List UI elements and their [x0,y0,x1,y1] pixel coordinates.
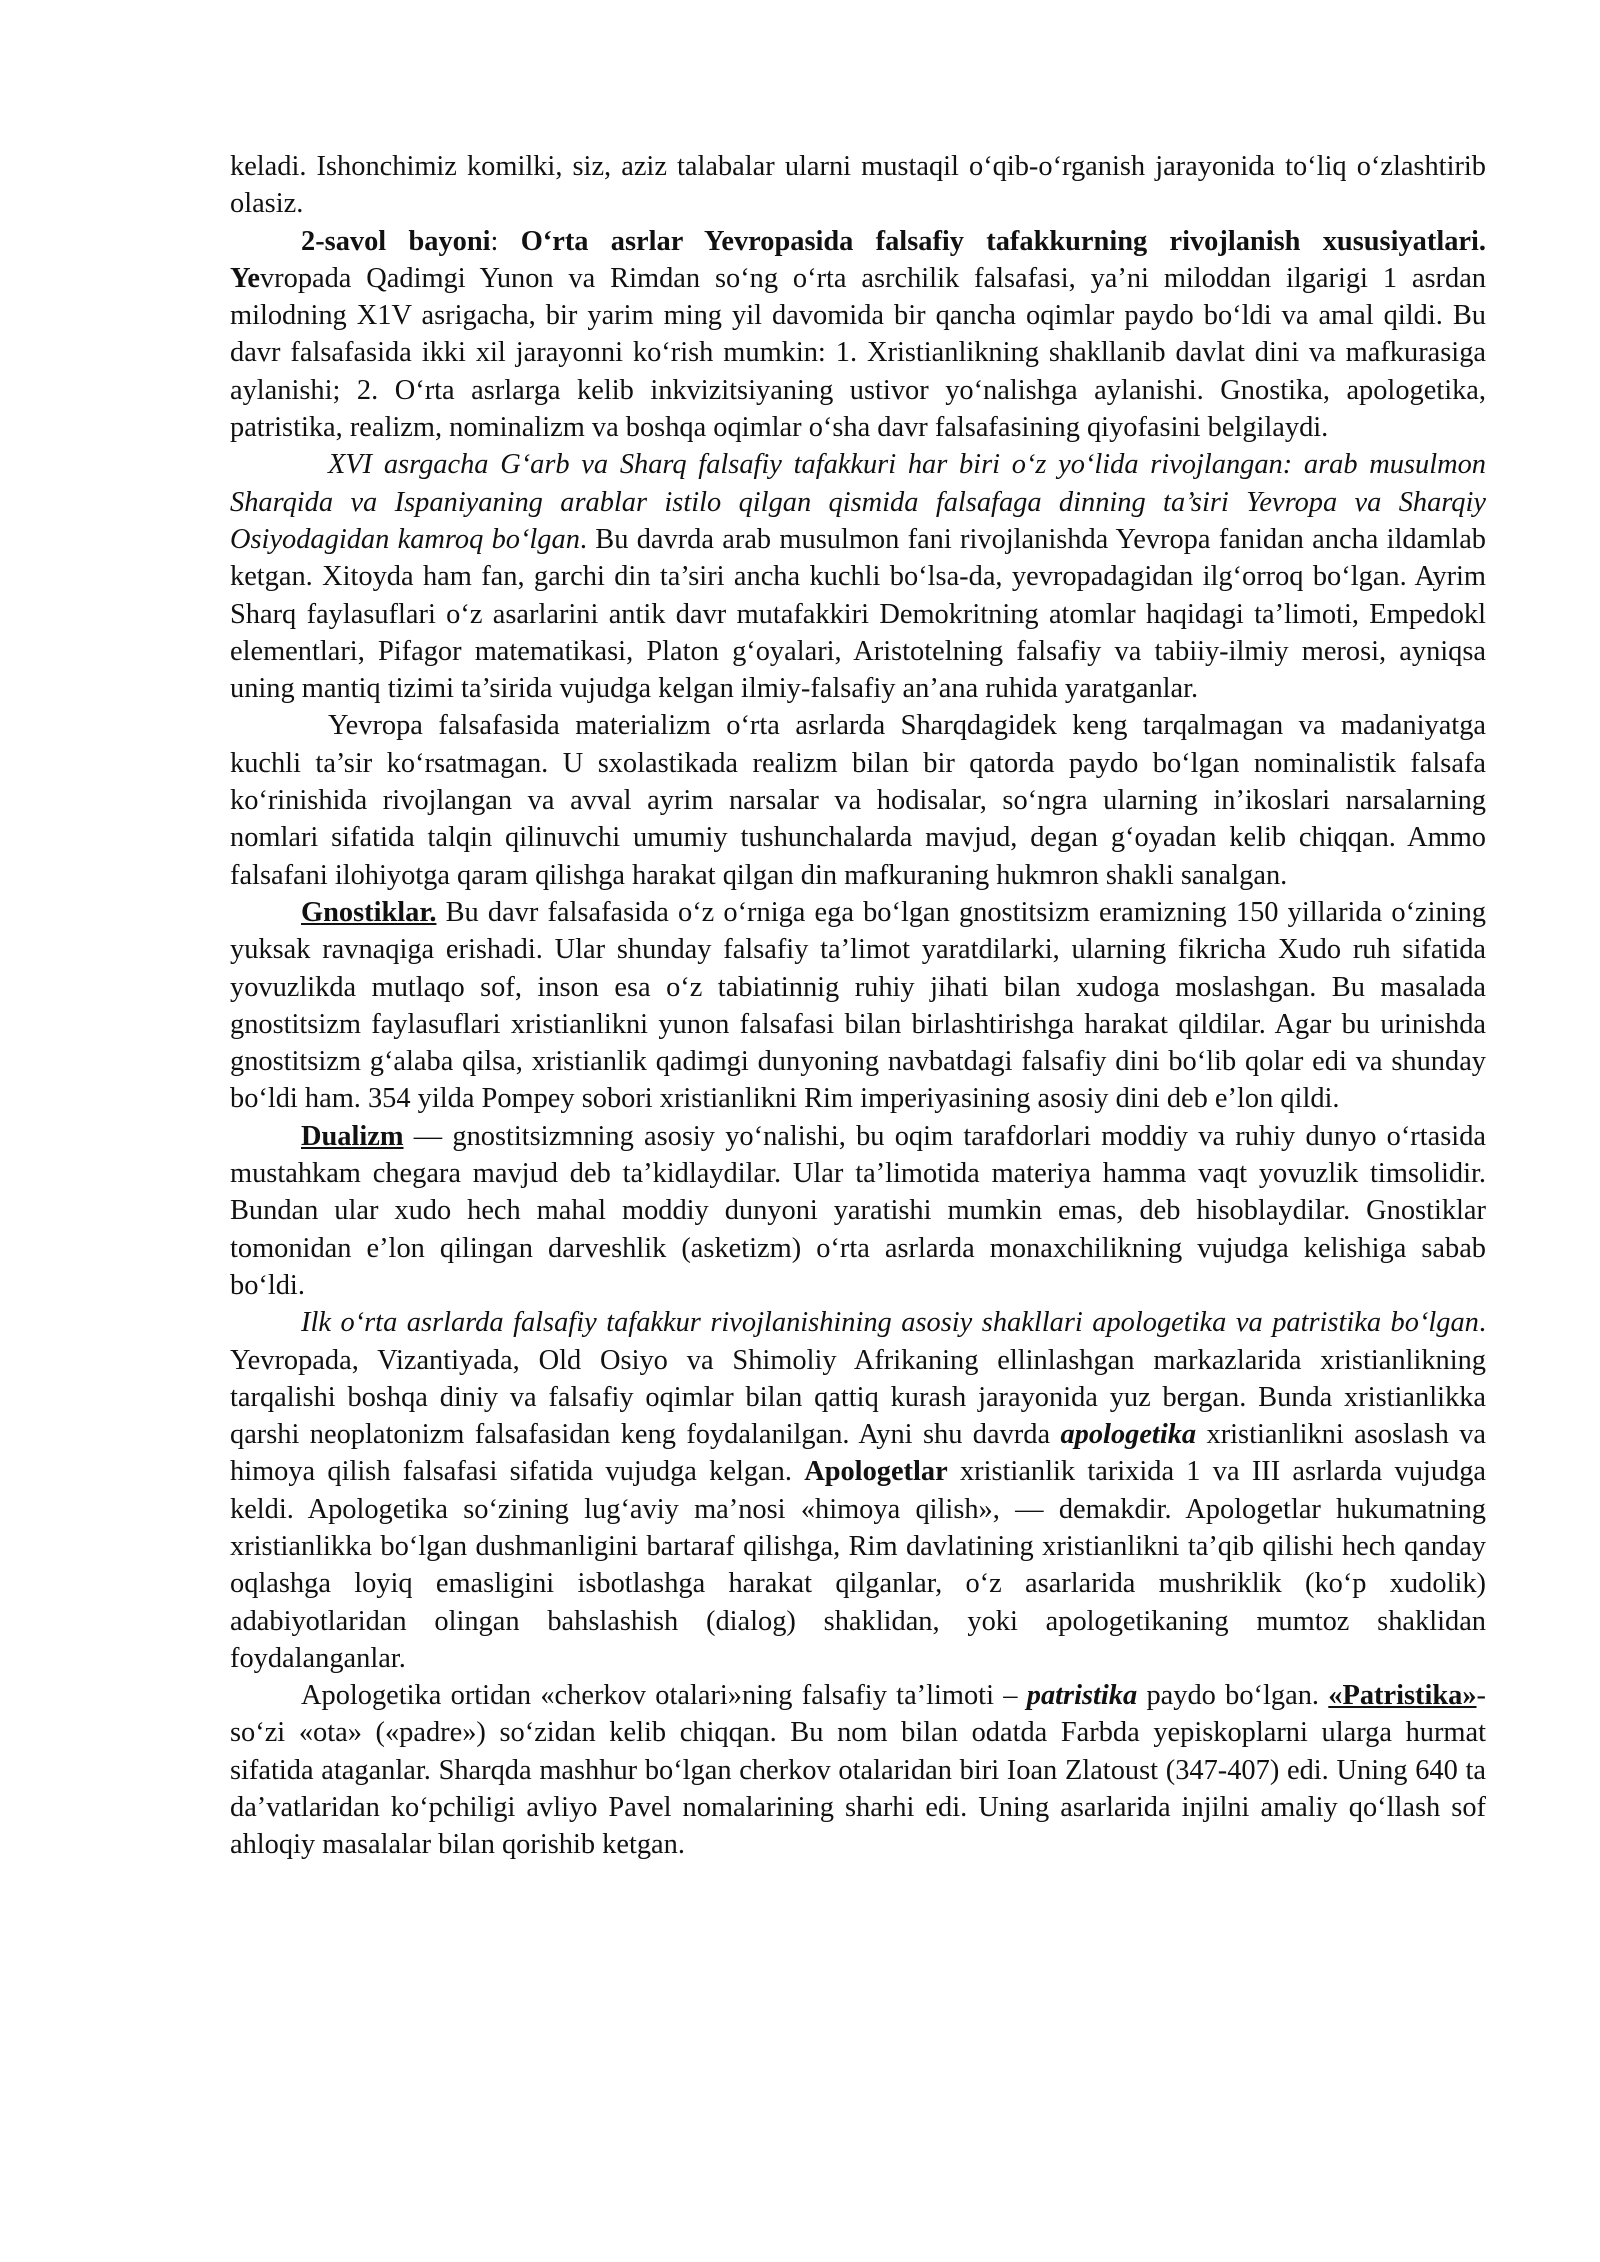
patristics-body-2: paydo bo‘lgan. [1137,1680,1329,1712]
paragraph-intro-continuation: keladi. Ishonchimiz komilki, siz, aziz talabalar ularni mustaqil o‘qib-o‘rganish jarayonida to‘liq o‘zlashtirib olasiz. [230,151,1486,220]
paragraph-question-2 [230,223,1486,447]
paragraph-apologetics [230,1304,1486,1677]
paragraph-gnostics [230,894,1486,1118]
gnostics-heading: Gnostiklar. [301,896,437,928]
east-west-thesis: XVI asrgacha G‘arb va Sharq falsafiy tafakkuri har biri o‘z yo‘lida rivojlangan: arab musulmon Sharqida va Ispaniyaning arablar istilo qilgan qismida falsafaga dinning ta’siri Yevropa va Sharqiy Osiyodagidan kamroq bo‘lgan [230,449,1486,555]
question-label: 2-savol bayoni [301,225,491,257]
dualism-body: — gnostitsizmning asosiy yo‘nalishi, bu oqim tarafdorlari moddiy va ruhiy dunyo o‘rtasida mustahkam chegara mavjud deb ta’kidlaydilar. Ular ta’limotida materiya hamma vaqt yovuzlik timsolidir. Bundan ular xudo hech mahal moddiy dunyoni yaratishi mumkin emas, deb hisoblaydilar. Gnostiklar tomonidan e’lon qilingan darveshlik (asketizm) o‘rta asrlarda monaxchilikning vujudga kelishiga sabab bo‘ldi. [230,1120,1486,1301]
gnostics-body: Bu davr falsafasida o‘z o‘rniga ega bo‘lgan gnostitsizm eramizning 150 yillarida o‘zining yuksak ravnaqiga erishadi. Ular shunday falsafiy ta’limot yaratdilarki, ularning fikricha Xudo ruh sifatida yovuzlikda mutlaqo sof, inson esa o‘z tabiatinnig ruhiy jihati bilan xudoga moslashgan. Bu masalada gnostitsizm faylasuflari xristianlikni yunon falsafasi bilan birlashtirishga harakat qildilar. Agar bu urinishda gnostitsizm g‘alaba qilsa, xristianlik qadimgi dunyoning navbatdagi falsafiy dini bo‘lib qolar edi va shunday bo‘ldi ham. 354 yilda Pompey sobori xristianlikni Rim imperiyasining asosiy dini deb e’lon qildi. [230,896,1486,1115]
paragraph-materialism: Yevropa falsafasida materializm o‘rta asrlarda Sharqdagidek keng tarqalmagan va madaniyatga kuchli ta’sir ko‘rsatmagan. U sxolastikada realizm bilan bir qatorda paydo bo‘lgan nominalistik falsafa ko‘rinishida rivojlangan va avval ayrim narsalar va hodisalar, so‘ngra ularning in’ikoslari narsalarning nomlari sifatida talqin qilinuvchi umumiy tushunchalarda mavjud, degan g‘oyadan kelib chiqqan. Ammo falsafani ilohiyotga qaram qilishga harakat qilgan din mafkuraning hukmron shakli sanalgan. [230,710,1486,891]
apologetics-body-3: xristianlik tarixida 1 va III asrlarda vujudga keldi. Apologetika so‘zining lug‘aviy ma’nosi «himoya qilish», — demakdir. Apologetlar hukumatning xristianlikka bo‘lgan dushmanligini bartaraf qilishga, Rim davlatining xristianlikni ta’qib qilishi hech qanday oqlashga loyiq emasligini isbotlashga harakat qilganlar, o‘z asarlarida mushriklik (ko‘p xudolik) adabiyotlaridan olingan bahslashish (dialog) shaklidan, yoki apologetikaning mumtoz shaklidan foydalanganlar. [230,1456,1487,1674]
apologetics-body-2: xristianlikni asoslash va himoya qilish falsafasi sifatida vujudga kelgan. [230,1419,1486,1488]
patristika-term: patristika [1026,1680,1138,1712]
east-west-body: . Bu davrda arab musulmon fani rivojlanishda Yevropa fanidan ancha ildamlab ketgan. Xitoyda ham fan, garchi din ta’siri ancha kuchli bo‘lsa-da, yevropadagidan ilg‘orroq bo‘lgan. Ayrim Sharq faylasuflari o‘z asarlarini antik davr mutafakkiri Demokritning atomlar haqidagi ta’limoti, Empedokl elementlari, Pifagor matematikasi, Platon g‘oyalari, Aristotelning falsafiy va tabiiy-ilmiy merosi, ayniqsa uning mantiq tizimi ta’sirida vujudga kelgan ilmiy-falsafiy an’ana ruhida yaratganlar. [230,523,1486,705]
patristika-heading: «Patristika» [1328,1680,1477,1712]
question-colon: : [490,225,521,257]
paragraph-east-west [230,446,1486,707]
patristics-body-1: Apologetika ortidan «cherkov otalari»ning falsafiy ta’limoti – [301,1680,1027,1712]
patristics-body-3: - so‘zi «ota» («padre») so‘zidan kelib chiqqan. Bu nom bilan odatda Farbda yepiskoplarni ularga hurmat sifatida ataganlar. Sharqda mashhur bo‘lgan cherkov otalaridan biri Ioan Zlatoust (347-407) edi. Uning 640 ta da’vatlaridan ko‘pchiligi avliyo Pavel nomalarining sharhi edi. Uning asarlarida injilni amaliy qo‘llash sof ahloqiy masalalar bilan qorishib ketgan. [230,1680,1486,1861]
question-title: O‘rta asrlar Yevropasida falsafiy tafakkurning rivojlanish xususiyatlari. Ye [230,225,1486,294]
dualism-heading: Dualizm [301,1120,404,1152]
document-page [230,148,1486,1864]
apologetlar-term: Apologetlar [804,1456,948,1488]
paragraph-dualism [230,1118,1486,1304]
apologetics-thesis: Ilk o‘rta asrlarda falsafiy tafakkur rivojlanishining asosiy shakllari apologetika va patristika bo‘lgan [301,1307,1479,1339]
apologetika-term: apologetika [1060,1419,1197,1451]
paragraph-patristics [230,1677,1486,1863]
apologetics-body-1: . Yevropada, Vizantiyada, Old Osiyo va Shimoliy Afrikaning ellinlashgan markazlarida xristianlikning tarqalishi boshqa diniy va falsafiy oqimlar bilan qattiq kurash jarayonida yuz bergan. Bunda xristianlikka qarshi neoplatonizm falsafasidan keng foydalanilgan. Ayni shu davrda [230,1307,1486,1451]
question-body: vropada Qadimgi Yunon va Rimdan so‘ng o‘rta asrchilik falsafasi, ya’ni miloddan ilgarigi 1 asrdan milodning X1V asrigacha, bir yarim ming yil davomida bir qancha oqimlar paydo bo‘ldi va amal qildi. Bu davr falsafasida ikki xil jarayonni ko‘rish mumkin: 1. Xristianlikning shakllanib davlat dini va mafkurasiga aylanishi; 2. O‘rta asrlarga kelib inkvizitsiyaning ustivor yo‘nalishga aylanishi. Gnostika, apologetika, patristika, realizm, nominalizm va boshqa oqimlar o‘sha davr falsafasining qiyofasini belgilaydi. [230,262,1486,444]
